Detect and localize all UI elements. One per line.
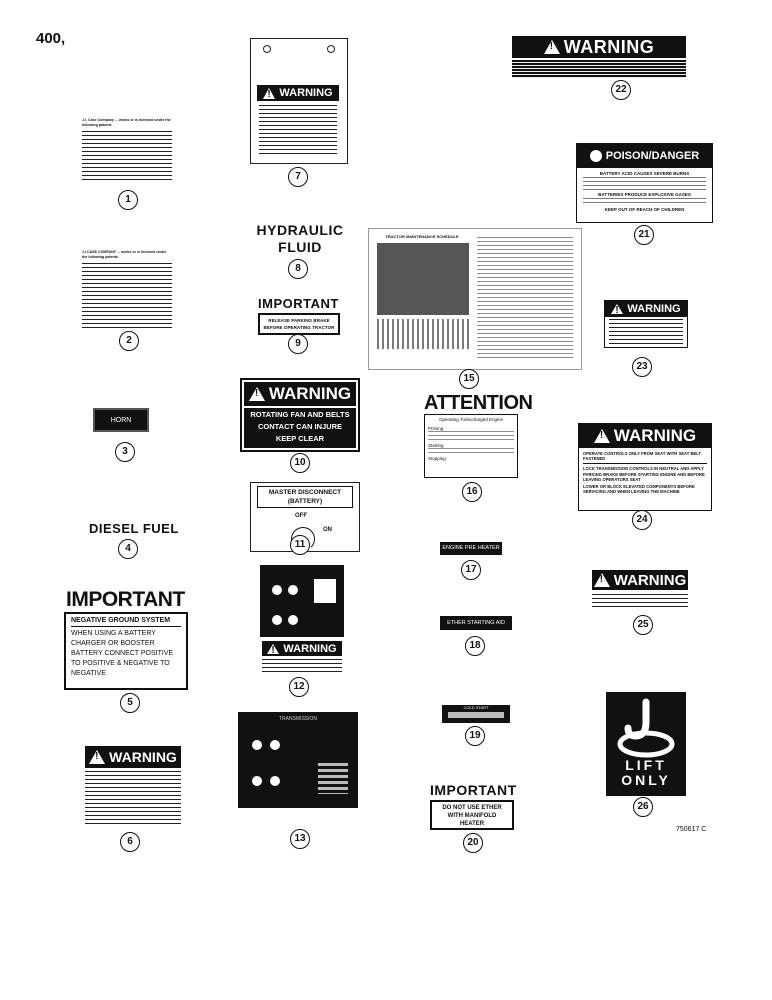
panel-warning-header	[262, 641, 342, 656]
callout-6: 6	[120, 832, 140, 852]
transmission-panel-decal	[238, 712, 358, 808]
warning-triangle-icon	[89, 750, 105, 764]
ether-important-text: DO NOT USE ETHER WITH MANIFOLD HEATER	[442, 805, 502, 827]
attention-priming-text	[428, 431, 514, 443]
attention-starting-text	[428, 448, 514, 456]
poison-danger-heading-1: BATTERY ACID CAUSES SEVERE BURNS	[599, 171, 690, 176]
warning-triangle-icon	[544, 40, 560, 54]
operator-warning-text-2: LOCK TRANSMISSION CONTROLS IN NEUTRAL AND APPLY PARKING BRAKE BEFORE STARTING ENGINE AND BEFORE LEAVING OPERATORS SEAT	[583, 466, 705, 482]
ether-starting-aid-decal: ETHER STARTING AID	[440, 616, 512, 630]
poison-danger-heading-3: KEEP OUT OF REACH OF CHILDREN	[604, 207, 685, 212]
master-disconnect-title: MASTER DISCONNECT (BATTERY)	[257, 486, 353, 508]
small-warning-text	[609, 319, 683, 345]
callout-5: 5	[120, 693, 140, 713]
schedule-table-right	[477, 237, 573, 361]
panel-gauge	[314, 579, 336, 603]
warning-triangle-icon	[267, 644, 279, 654]
callout-7: 7	[288, 167, 308, 187]
attention-decal	[424, 414, 518, 478]
callout-23: 23	[632, 357, 652, 377]
lift-hook-icon	[606, 696, 686, 760]
attention-title: ATTENTION	[424, 392, 533, 414]
poison-danger-heading-2: BATTERIES PRODUCE EXPLOSIVE GASES	[598, 192, 691, 197]
knob-icon	[288, 615, 298, 625]
warning-triangle-icon	[594, 573, 610, 587]
patent-number-list-2	[82, 263, 172, 329]
knob-icon	[288, 585, 298, 595]
callout-15: 15	[459, 369, 479, 389]
patent-decal-heading: J.I. Case Company ... works or is licensed under the following patents	[82, 118, 171, 127]
ether-important-title: IMPORTANT	[430, 782, 517, 798]
operator-warning-title: WARNING	[613, 426, 697, 445]
callout-21: 21	[634, 225, 654, 245]
operator-warning-text-3: LOWER OR BLOCK ELEVATED COMPONENTS BEFORE SERVICING AND WHEN LEAVING THE MACHINE	[583, 484, 695, 495]
warning-triangle-icon	[249, 387, 265, 401]
battery-warning-title: WARNING	[109, 749, 177, 765]
engine-pre-heater-decal: ENGINE PRE HEATER	[440, 542, 502, 555]
tag-hole-left	[263, 45, 271, 53]
callout-12: 12	[289, 677, 309, 697]
poison-danger-text-1	[583, 177, 706, 191]
patent-decal	[82, 118, 172, 186]
wide-warning-text	[512, 60, 686, 78]
negative-ground-body: WHEN USING A BATTERY CHARGER OR BOOSTER BATTERY CONNECT POSITIVE TO POSITIVE & NEGATIVE TO NEGATIVE	[71, 630, 174, 677]
rollover-warning-title: WARNING	[613, 571, 687, 589]
important-label: IMPORTANT	[66, 588, 185, 611]
wide-warning-title: WARNING	[563, 36, 655, 57]
callout-22: 22	[611, 80, 631, 100]
figure-reference-code: 750617 C	[676, 826, 707, 833]
page-number: 400,	[36, 30, 66, 47]
rollover-warning-text	[592, 594, 688, 610]
lift-only-decal	[606, 692, 686, 796]
small-warning-decal	[604, 300, 688, 348]
callout-13: 13	[290, 829, 310, 849]
transmission-indicator-grid	[318, 760, 348, 794]
wide-warning-header	[512, 36, 686, 58]
fan-warning-title: WARNING	[268, 384, 352, 403]
patent-number-list	[82, 131, 172, 181]
fan-warning-decal	[240, 378, 360, 452]
skull-icon	[590, 150, 602, 162]
callout-19: 19	[465, 726, 485, 746]
small-warning-header	[605, 301, 687, 317]
callout-26: 26	[633, 797, 653, 817]
tag-warning-header	[257, 85, 339, 101]
callout-2: 2	[119, 331, 139, 351]
warning-triangle-icon	[263, 88, 275, 99]
warning-triangle-icon	[594, 429, 610, 443]
horn-decal	[93, 408, 149, 432]
callout-1: 1	[118, 190, 138, 210]
knob-icon	[272, 585, 282, 595]
knob-icon	[252, 740, 262, 750]
attention-item-starting: Starting	[428, 443, 444, 448]
tag-hole-right	[327, 45, 335, 53]
patent-decal-2-heading: J.I.CASE COMPANY ... works or is licensed under the following patents	[82, 250, 167, 259]
parking-brake-text: RELEASE PARKING BRAKE BEFORE OPERATING TRACTOR	[263, 318, 335, 330]
parking-brake-decal	[258, 313, 340, 335]
callout-18: 18	[465, 636, 485, 656]
small-warning-title: WARNING	[627, 303, 681, 315]
warning-tag	[250, 38, 348, 164]
maintenance-schedule-decal	[368, 228, 582, 370]
schedule-grid	[377, 319, 469, 349]
callout-9: 9	[288, 334, 308, 354]
horn-decal-text: HORN	[110, 416, 132, 424]
callout-25: 25	[633, 615, 653, 635]
callout-11: 11	[290, 535, 310, 555]
diesel-fuel-decal: DIESEL FUEL	[89, 521, 179, 536]
operator-warning-text-1: OPERATE CONTROLS ONLY FROM SEAT WITH SEAT BELT FASTENED	[583, 451, 707, 464]
tag-warning-title: WARNING	[279, 87, 333, 99]
disconnect-on-label: ON	[323, 527, 332, 533]
callout-16: 16	[462, 482, 482, 502]
attention-item-priming: Priming	[428, 426, 444, 431]
poison-danger-title: POISON/DANGER	[605, 150, 700, 162]
poison-danger-header	[577, 144, 712, 168]
callout-20: 20	[463, 833, 483, 853]
warning-triangle-icon	[611, 304, 623, 314]
knob-icon	[272, 615, 282, 625]
callout-17: 17	[461, 560, 481, 580]
disconnect-off-label: OFF	[295, 513, 307, 519]
negative-ground-decal	[64, 612, 188, 690]
callout-10: 10	[290, 453, 310, 473]
ether-important-decal	[430, 800, 514, 830]
cold-start-text: COLD START	[463, 705, 489, 710]
callout-4: 4	[118, 539, 138, 559]
patent-decal-2	[82, 250, 172, 332]
tractor-diagram	[377, 243, 469, 315]
maintenance-schedule-title: TRACTOR MAINTENANCE SCHEDULE	[385, 234, 459, 239]
poison-danger-decal	[576, 143, 713, 223]
panel-warning-text	[262, 659, 342, 675]
lift-only-text: LIFT ONLY	[621, 757, 671, 788]
negative-ground-heading: NEGATIVE GROUND SYSTEM	[71, 617, 181, 627]
knob-icon	[270, 740, 280, 750]
hydraulic-fluid-decal: HYDRAULIC FLUID	[256, 222, 344, 255]
operator-warning-header	[579, 424, 711, 448]
fan-warning-text: ROTATING FAN AND BELTS CONTACT CAN INJURE KEEP CLEAR	[244, 408, 356, 448]
fan-warning-header	[244, 382, 356, 406]
knob-icon	[252, 776, 262, 786]
battery-warning-text	[85, 771, 181, 825]
parking-brake-important-title: IMPORTANT	[258, 296, 339, 311]
knob-icon	[270, 776, 280, 786]
panel-warning-title: WARNING	[283, 642, 337, 655]
callout-8: 8	[288, 259, 308, 279]
poison-danger-text-2	[583, 198, 706, 206]
attention-subtitle: Operating Turbocharged Engine	[438, 417, 504, 422]
rollover-warning-header	[592, 570, 688, 590]
battery-warning-header	[85, 746, 181, 768]
transmission-panel-title: TRANSMISSION	[278, 716, 318, 722]
cold-start-bar	[448, 712, 504, 718]
operator-warning-decal	[578, 423, 712, 511]
callout-3: 3	[115, 442, 135, 462]
attention-item-stopping: Stopping	[428, 456, 446, 461]
callout-24: 24	[632, 510, 652, 530]
tag-warning-text	[259, 105, 337, 157]
cold-start-decal	[442, 705, 510, 723]
control-panel-decal	[260, 565, 344, 637]
